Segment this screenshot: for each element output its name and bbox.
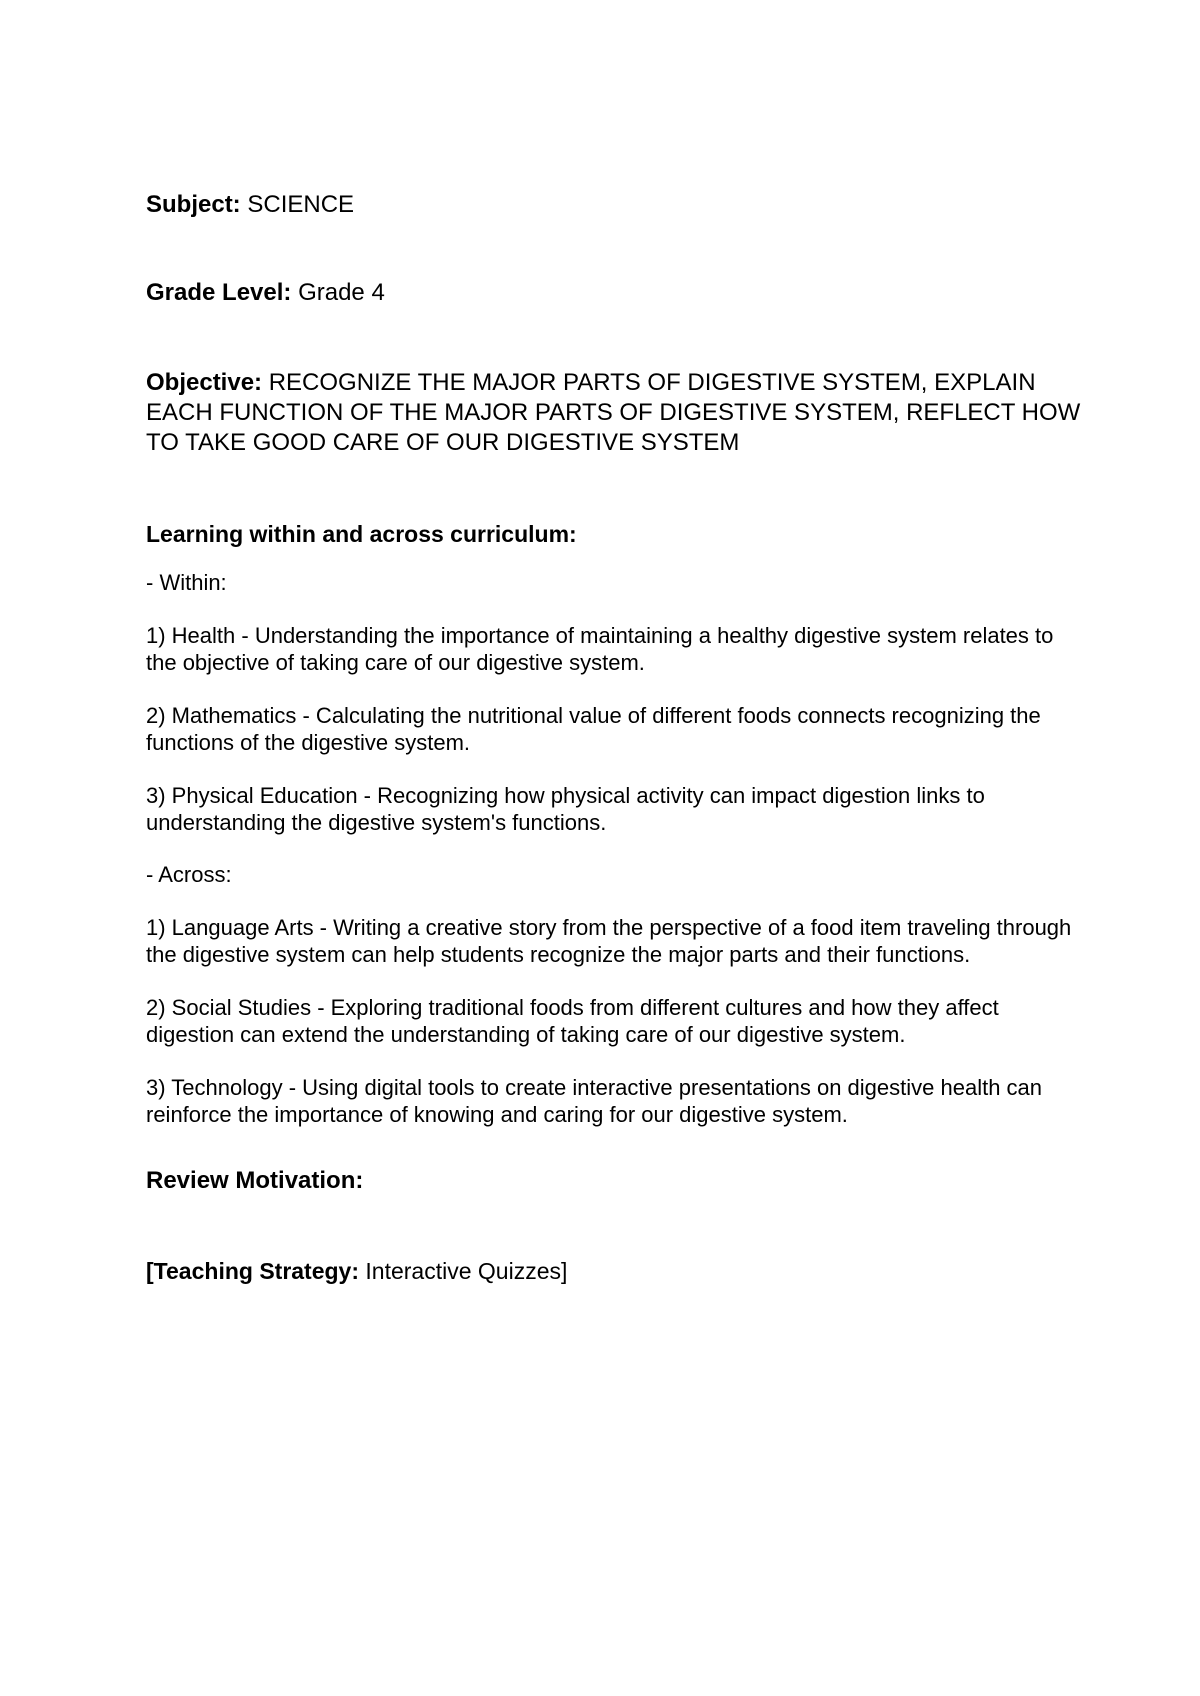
subject-line: [146, 190, 1086, 220]
grade-level-label: Grade Level:: [146, 279, 292, 306]
teaching-strategy-label: Teaching Strategy:: [153, 1258, 360, 1284]
objective-line: [146, 368, 1086, 458]
within-item: 2) Mathematics - Calculating the nutritional value of different foods connects recognizing the functions of the digestive system.: [146, 703, 1041, 755]
strategy-open-bracket: [: [146, 1258, 154, 1284]
objective-value: RECOGNIZE THE MAJOR PARTS OF DIGESTIVE SYSTEM, EXPLAIN EACH FUNCTION OF THE MAJOR PARTS OF DIGESTIVE SYSTEM, REFLECT HOW TO TAKE GOOD CARE OF OUR DIGESTIVE SYSTEM: [146, 369, 1081, 456]
strategy-close-bracket: ]: [560, 1258, 568, 1284]
across-label: - Across:: [146, 862, 232, 887]
teaching-strategy-value: Interactive Quizzes: [359, 1258, 561, 1284]
review-motivation-heading: Review Motivation:: [146, 1167, 364, 1194]
teaching-strategy-line: [146, 1256, 1086, 1286]
grade-level-value: Grade 4: [291, 279, 385, 306]
across-item: 3) Technology - Using digital tools to create interactive presentations on digestive health can reinforce the importance of knowing and caring for our digestive system.: [146, 1075, 1043, 1127]
within-item: 1) Health - Understanding the importance of maintaining a healthy digestive system relates to the objective of taking care of our digestive system.: [146, 623, 1054, 675]
across-item: 2) Social Studies - Exploring traditional foods from different cultures and how they affect digestion can extend the understanding of taking care of our digestive system.: [146, 995, 999, 1047]
subject-value: SCIENCE: [240, 191, 355, 218]
within-label: - Within:: [146, 570, 227, 595]
subject-label: Subject:: [146, 191, 241, 218]
across-item: 1) Language Arts - Writing a creative story from the perspective of a food item traveling through the digestive system can help students recognize the major parts and their functions.: [146, 915, 1072, 967]
learning-heading: Learning within and across curriculum:: [146, 521, 577, 547]
document-body: [146, 190, 1086, 1286]
objective-label: Objective:: [146, 369, 263, 396]
grade-level-line: [146, 278, 1086, 308]
within-item: 3) Physical Education - Recognizing how physical activity can impact digestion links to understanding the digestive system's functions.: [146, 783, 985, 835]
